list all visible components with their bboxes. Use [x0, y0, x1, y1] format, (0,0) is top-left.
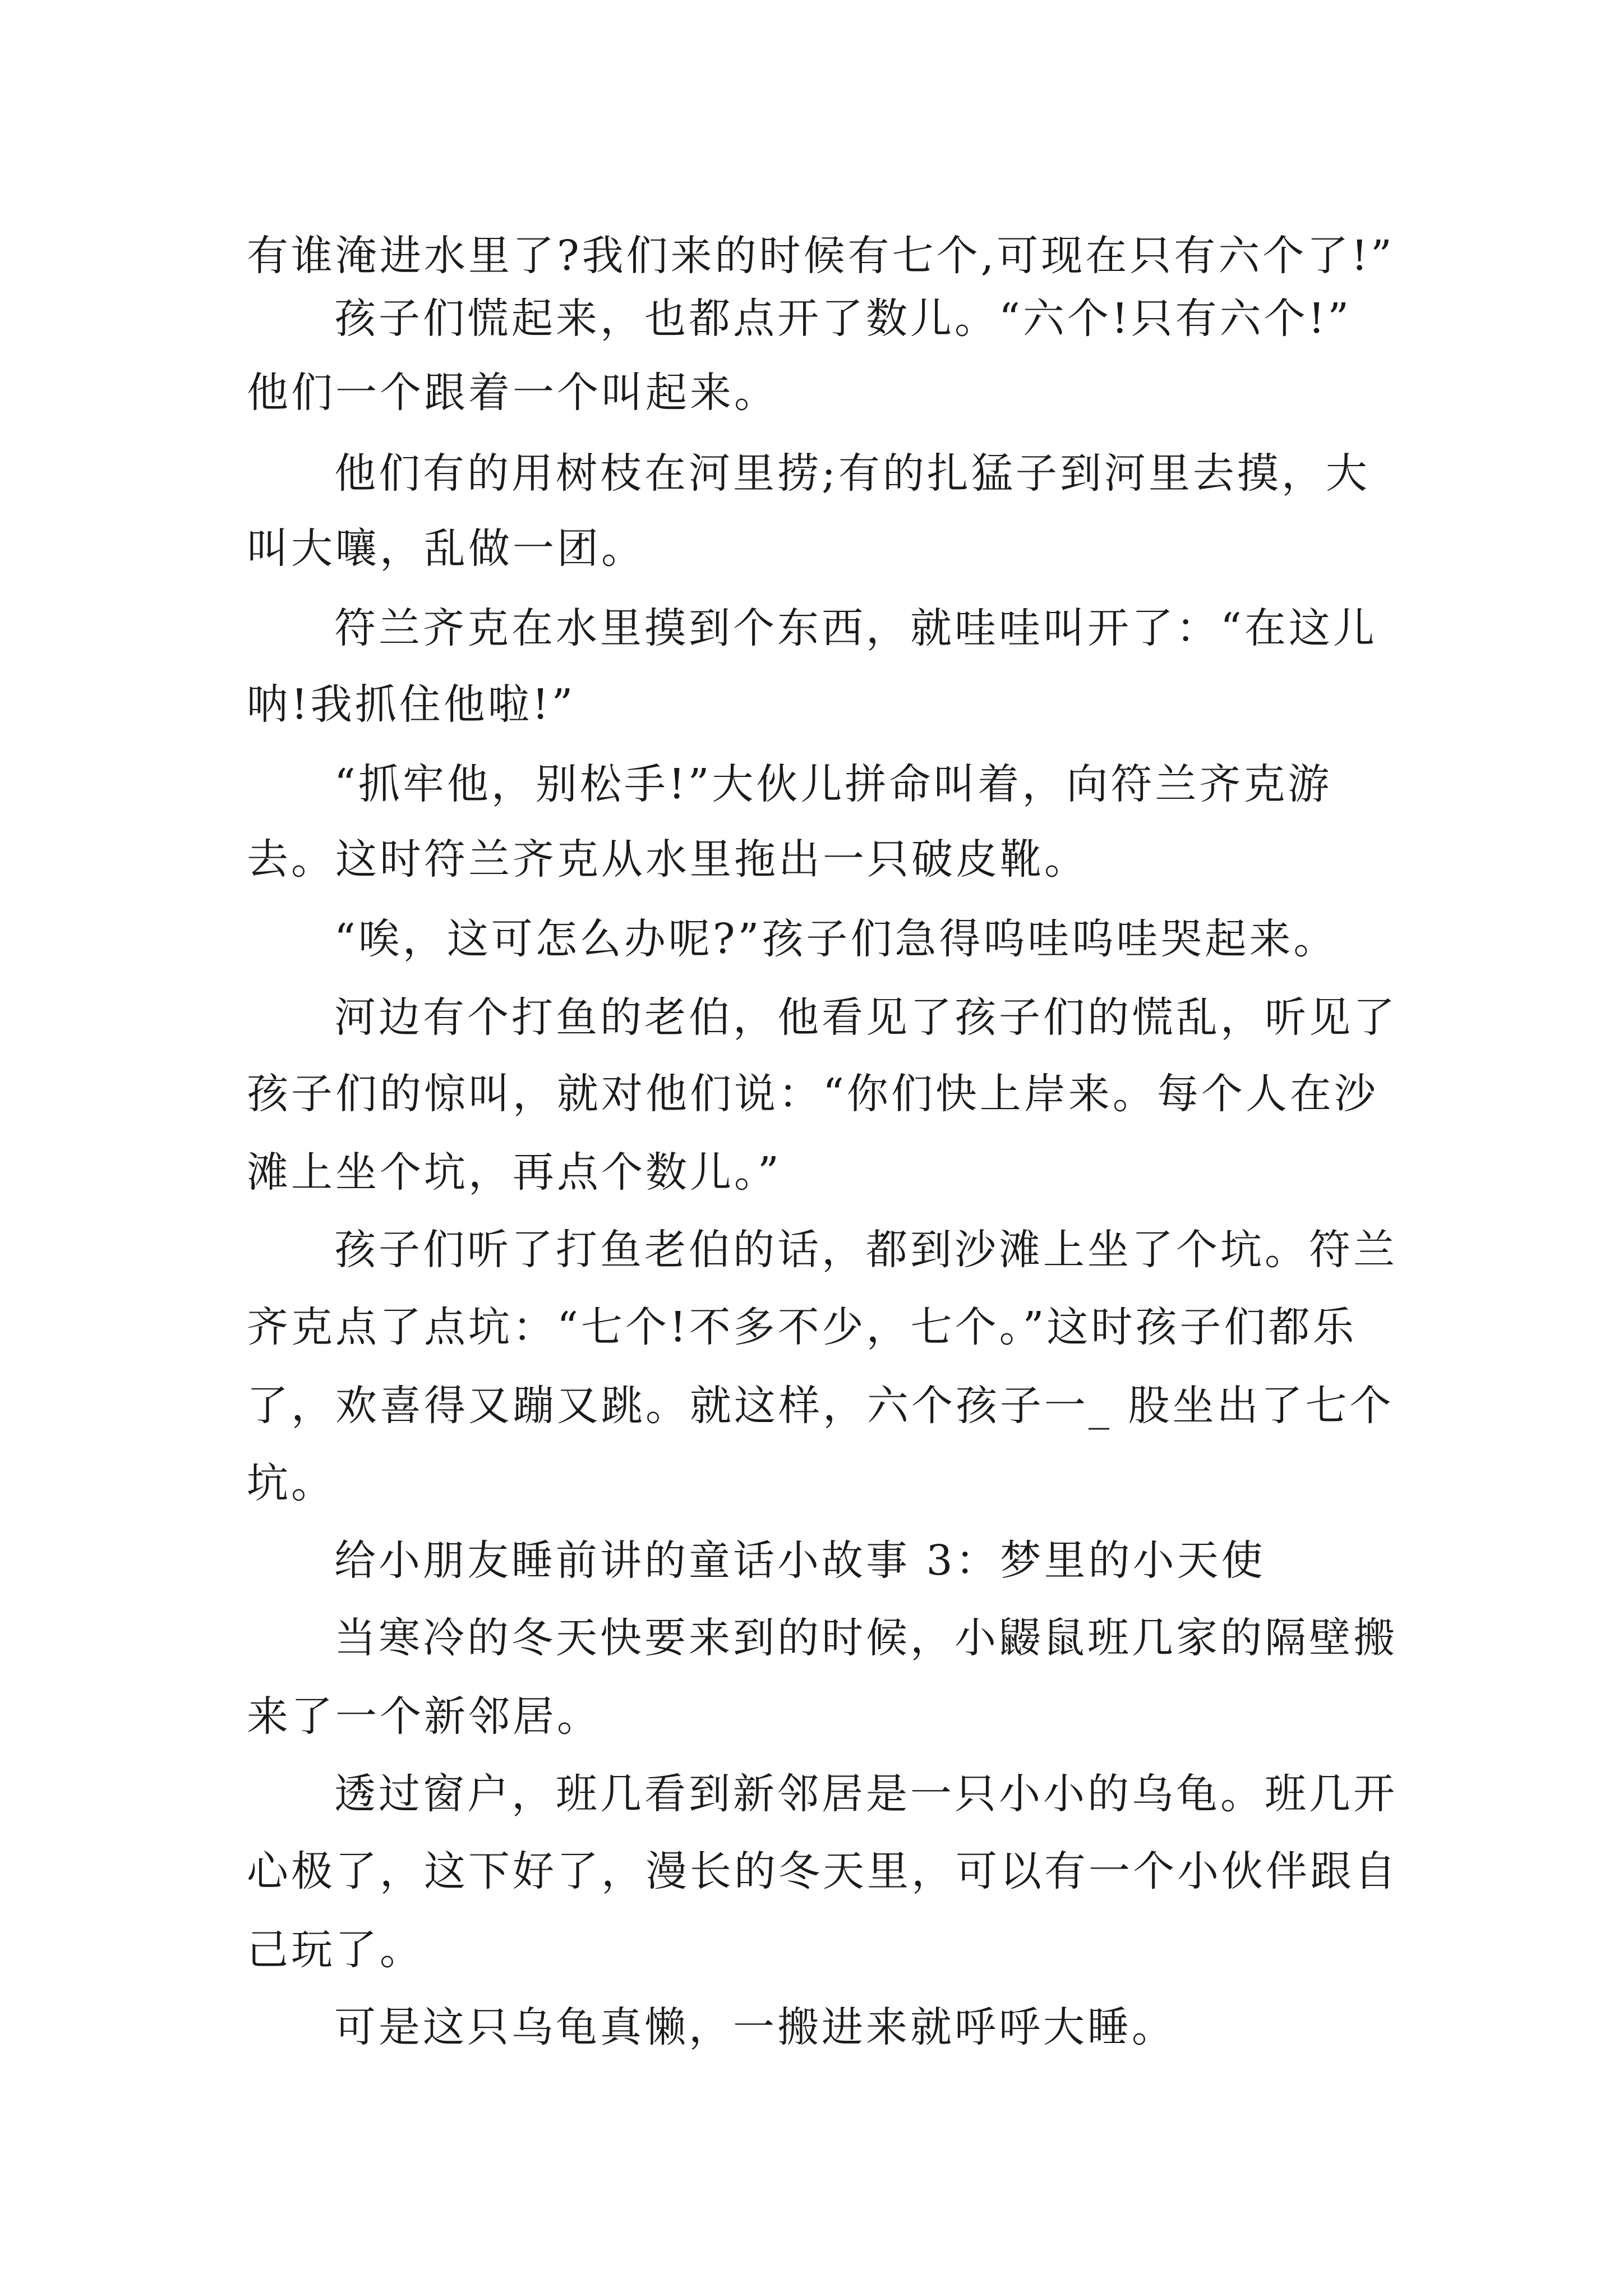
text-line: 有谁淹进水里了?我们来的时候有七个,可现在只有六个了!”: [247, 232, 1395, 280]
text-line: 坑。: [247, 1459, 335, 1507]
text-line: “抓牢他，别松手!”大伙儿拼命叫着，向符兰齐克游: [334, 760, 1332, 808]
text-line: 符兰齐克在水里摸到个东西，就哇哇叫开了：“在这儿: [334, 604, 1377, 652]
text-line: 他们有的用树枝在河里捞;有的扎猛子到河里去摸，大: [334, 449, 1370, 498]
text-line: 了，欢喜得又蹦又跳。就这样，六个孩子一_ 股坐出了七个: [247, 1382, 1394, 1430]
text-line: 透过窗户，班几看到新邻居是一只小小的乌龟。班几开: [334, 1770, 1398, 1818]
section-heading: 给小朋友睡前讲的童话小故事 3：梦里的小天使: [334, 1536, 1266, 1585]
text-line: “唉，这可怎么办呢?”孩子们急得呜哇呜哇哭起来。: [334, 915, 1338, 963]
text-line: 他们一个跟着一个叫起来。: [247, 369, 778, 417]
text-line: 河边有个打鱼的老伯，他看见了孩子们的慌乱，听见了: [334, 993, 1398, 1042]
text-line: 当寒冷的冬天快要来到的时候，小鼹鼠班几家的隔壁搬: [334, 1614, 1398, 1662]
text-line: 己玩了。: [247, 1926, 424, 1974]
text-line: 孩子们的惊叫，就对他们说：“你们快上岸来。每个人在沙: [247, 1070, 1378, 1118]
text-line: 来了一个新邻居。: [247, 1692, 601, 1741]
text-line: 可是这只乌龟真懒，一搬进来就呼呼大睡。: [334, 2003, 1176, 2051]
text-line: 孩子们慌起来，也都点开了数儿。“六个!只有六个!”: [334, 295, 1352, 343]
text-line: 滩上坐个坑，再点个数儿。”: [247, 1148, 782, 1197]
text-line: 叫大嚷，乱做一团。: [247, 524, 645, 573]
text-line: 孩子们听了打鱼老伯的话，都到沙滩上坐了个坑。符兰: [334, 1226, 1398, 1274]
text-line: 齐克点了点坑：“七个!不多不少，七个。”这时孩子们都乐: [247, 1303, 1357, 1351]
text-line: 心极了，这下好了，漫长的冬天里，可以有一个小伙伴跟自: [247, 1847, 1399, 1895]
text-line: 去。这时符兰齐克从水里拖出一只破皮靴。: [247, 835, 1089, 884]
text-line: 呐!我抓住他啦!”: [247, 680, 576, 729]
